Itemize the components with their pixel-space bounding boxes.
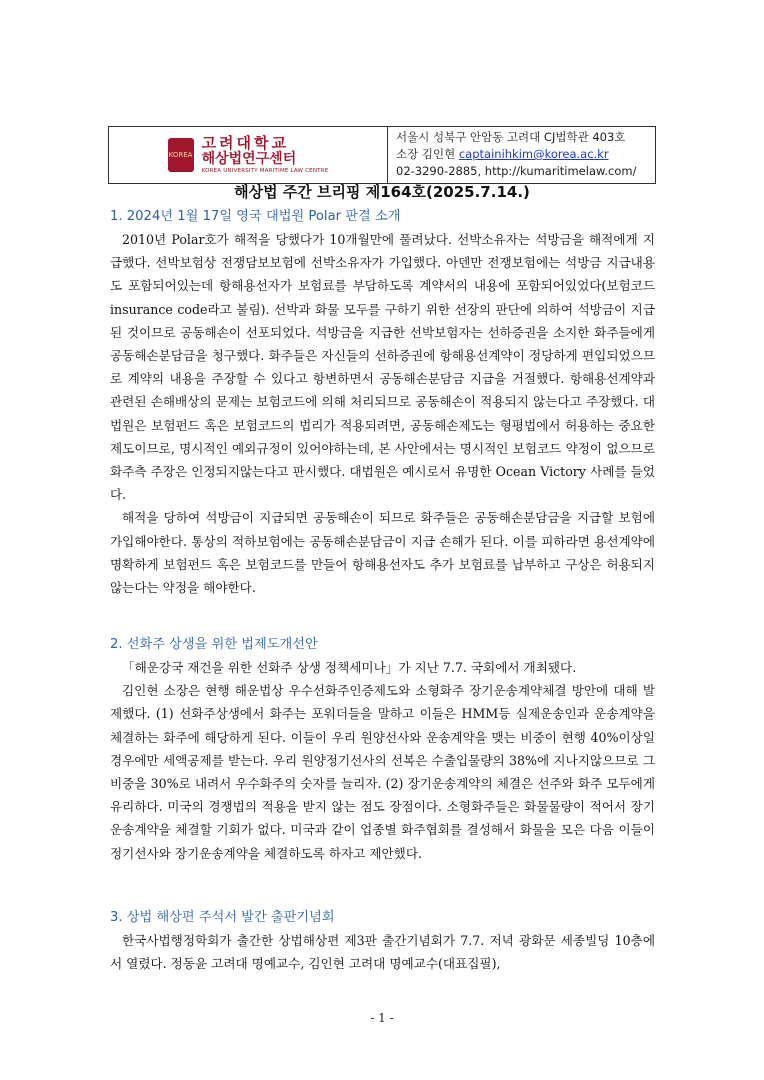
paragraph: 2010년 Polar호가 해적을 당했다가 10개월만에 풀려났다. 선박소유자는 석방금을 해적에게 지급했다. 선박보험상 전쟁담보보험에 선박소유자가 가입했다. 아덴만 전쟁보험에는 석방금 지급내용도 포함되어있는데 항해용선자가 보험료를 부담하도록 계약서의 내용에 포함되어있었다(보험코드 insurance code라고 불림). 선박과 화물 모두를 구하기 위한 선장의 판단에 의하여 석방금이 지급된 것이므로 공동해손이 선포되었다. 석방금을 지급한 선박보험자는 선하증권을 소지한 화주들에게 공동해손분담금을 청구했다. 화주들은 자신들의 선하증권에 항해용선계약이 정당하게 편입되었으므로 계약의 내용을 주장할 수 있다고 항변하면서 공동해손분담금 지급을 거절했다. 항해용선계약과 관련된 손해배상의 문제는 보험코드에 의해 처리되므로 공동해손이 적용되지 않는다고 주장했다. 대법원은 보험펀드 혹은 보험코드의 법리가 적용되려면, 공동해손제도는 형평법에서 허용하는 중요한 제도이므로, 명시적인 예외규정이 있어야하는데, 본 사안에서는 명시적인 보험코드 약정이 없으므로 화주측 주장은 인정되지않는다고 판시했다. 대법원은 예시로서 유명한 Ocean Victory 사례를 들었다. — [110, 232, 655, 503]
director-label: 소장 김인현 — [396, 147, 456, 161]
section-heading-3: 3. 상법 해상편 주석서 발간 출판기념회 — [110, 910, 335, 925]
section-body-1 — [110, 228, 655, 599]
page-number: - 1 - — [370, 1011, 394, 1025]
section-body-3 — [110, 929, 655, 975]
section-heading-2: 2. 선화주 상생을 위한 법제도개선안 — [110, 637, 318, 652]
phone-web: 02-3290-2885, http://kumaritimelaw.com/ — [396, 164, 637, 178]
logo-name-university: 고려대학교 — [201, 133, 290, 152]
section-body-2 — [110, 656, 655, 865]
contact-info — [388, 127, 655, 183]
paragraph: 해적을 당하여 석방금이 지급되면 공동해손이 되므로 화주들은 공동해손분담금을 지급할 보험에 가입해야한다. 통상의 적하보험에는 공동해손분담금이 지급 손해가 된다. 이를 피하라면 용선계약에 명확하게 보험펀드 혹은 보험코드를 만들어 항해용선자도 추가 보험료를 납부하고 구상은 허용되지않는다는 약정을 해야한다. — [110, 510, 655, 596]
paragraph: 한국사법행정학회가 출간한 상법해상편 제3판 출간기념회가 7.7. 저녁 광화문 세종빌딩 10층에서 열렸다. 정동윤 고려대 명예교수, 김인현 고려대 명예교수(대표집필), — [110, 933, 655, 972]
address: 서울시 성북구 안암동 고려대 CJ법학관 403호 — [396, 130, 626, 144]
logo — [109, 127, 388, 183]
email-link[interactable]: captainihkim@korea.ac.kr — [458, 147, 609, 161]
paragraph: 김인현 소장은 현행 해운법상 우수선화주인증제도와 소형화주 장기운송계약체결 방안에 대해 발제했다. (1) 선화주상생에서 화주는 포워더들을 말하고 이들은 HMM등 실제운송인과 운송계약을 체결하는 화주에 해당하게 된다. 이들이 우리 원양선사와 운송계약을 맺는 비중이 현행 40%이상일 경우에만 세액공제를 받는다. 우리 원양정기선사의 선복은 수출입물량의 38%에 지나지않으므로 그 비중을 30%로 내려서 우수화주의 숫자를 늘리자. (2) 장기운송계약의 체결은 선주와 화주 모두에게 유리하다. 미국의 경쟁법의 적용을 받지 않는 점도 장점이다. 소형화주들은 화물물량이 적어서 장기운송계약을 체결할 기회가 없다. 미국과 같이 업종별 화주협회를 결성해서 화물을 모은 다음 이들이 정기선사와 장기운송계약을 체결하도록 하자고 제안했다. — [110, 683, 655, 861]
header-box — [108, 126, 656, 184]
logo-badge-text: KOREA — [168, 151, 193, 159]
paragraph: 「해운강국 재건을 위한 선화주 상생 정책세미나」가 지난 7.7. 국회에서 개최됐다. — [122, 660, 577, 675]
section-heading-1: 1. 2024년 1월 17일 영국 대법원 Polar 판결 소개 — [110, 209, 401, 224]
logo-name-center: 해상법연구센터 — [201, 150, 297, 167]
page-title: 해상법 주간 브리핑 제164호(2025.7.14.) — [234, 183, 530, 201]
director-line — [396, 146, 647, 163]
university-emblem-icon — [168, 138, 194, 172]
logo-english-name: KOREA UNIVERSITY MARITIME LAW CENTRE — [201, 167, 329, 174]
